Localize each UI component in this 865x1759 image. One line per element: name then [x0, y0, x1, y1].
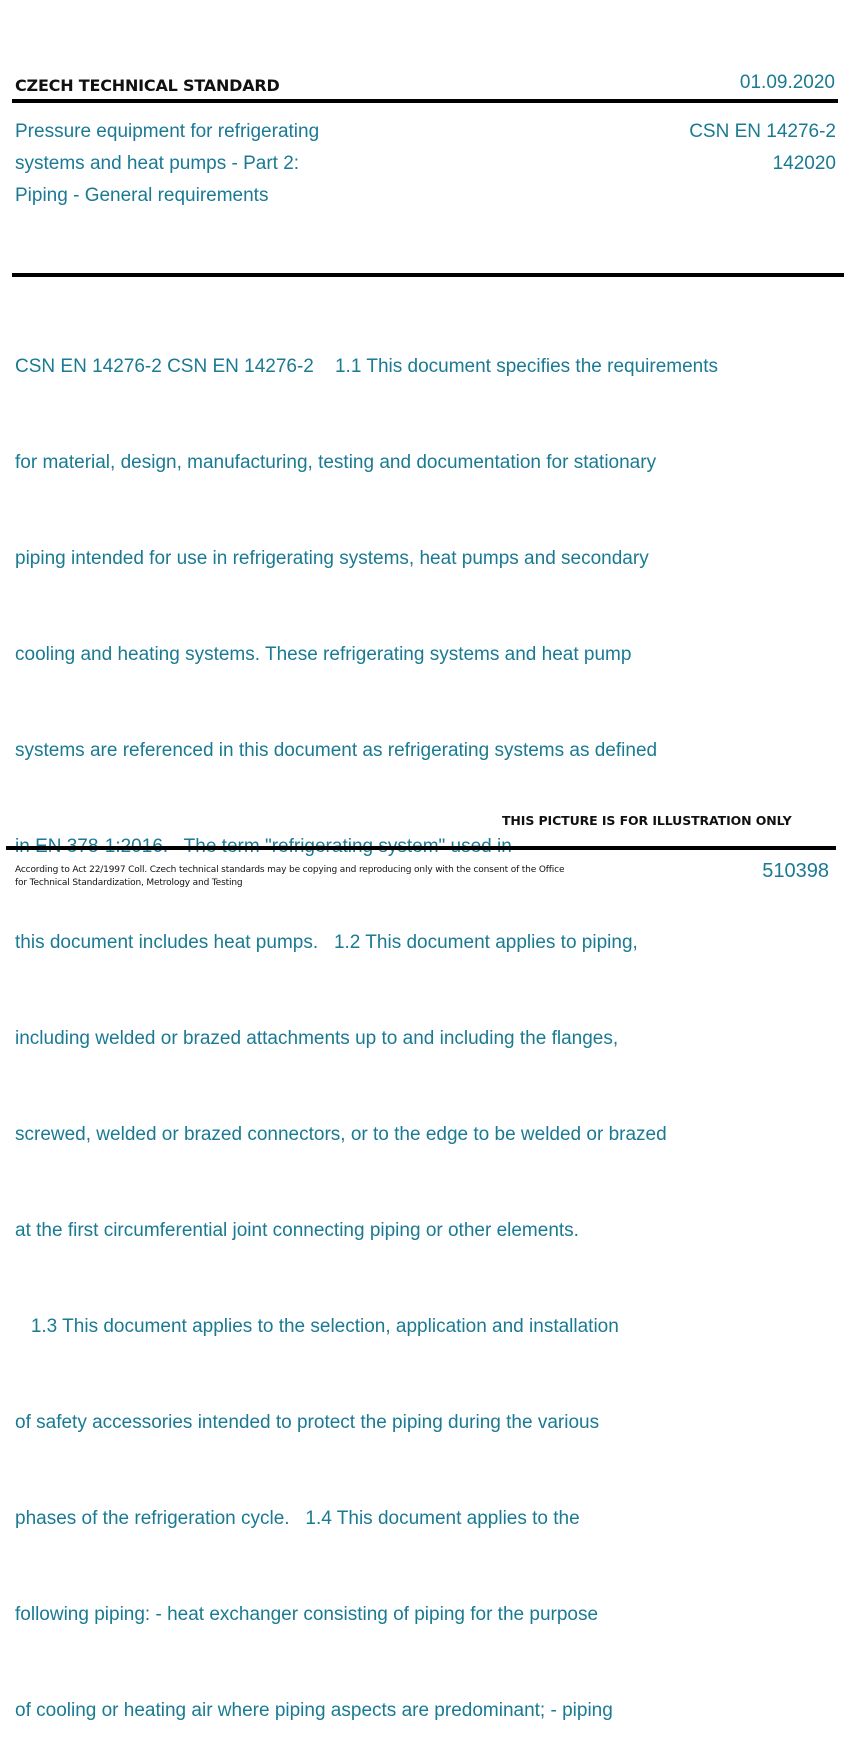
abstract-line: 1.3 This document applies to the selection, application and installation — [15, 1316, 619, 1337]
illustration-notice: THIS PICTURE IS FOR ILLUSTRATION ONLY — [502, 813, 792, 828]
abstract-line: this document includes heat pumps. 1.2 This document applies to piping, — [15, 932, 638, 953]
standard-identifiers — [689, 116, 836, 180]
class-number: 142020 — [772, 153, 836, 174]
standard-title — [15, 116, 319, 212]
standard-title-line: systems and heat pumps - Part 2: — [15, 153, 300, 174]
title-divider — [12, 273, 844, 277]
publication-date: 01.09.2020 — [739, 72, 835, 93]
abstract-line: screwed, welded or brazed connectors, or to the edge to be welded or brazed — [15, 1124, 667, 1145]
abstract-line: of cooling or heating air where piping aspects are predominant; - piping — [15, 1700, 613, 1721]
standard-title-line: Pressure equipment for refrigerating — [15, 121, 320, 142]
abstract-line: phases of the refrigeration cycle. 1.4 This document applies to the — [15, 1508, 580, 1529]
abstract-line: following piping: - heat exchanger consisting of piping for the purpose — [15, 1604, 599, 1625]
abstract-line: of safety accessories intended to protect the piping during the various — [15, 1412, 600, 1433]
copyright-notice — [15, 864, 564, 890]
header-divider — [12, 99, 838, 103]
abstract-text — [15, 287, 718, 1759]
standard-code: CSN EN 14276-2 — [689, 121, 836, 142]
abstract-line: piping intended for use in refrigerating systems, heat pumps and secondary — [15, 548, 649, 569]
standard-type-heading: CZECH TECHNICAL STANDARD — [15, 76, 280, 95]
abstract-line: systems are referenced in this document as refrigerating systems as defined — [15, 740, 658, 761]
abstract-line: at the first circumferential joint connecting piping or other elements. — [15, 1220, 579, 1241]
document-number: 510398 — [762, 860, 829, 882]
standard-title-line: Piping - General requirements — [15, 185, 269, 206]
abstract-line: for material, design, manufacturing, testing and documentation for stationary — [15, 452, 657, 473]
footer-divider — [6, 846, 836, 850]
copyright-line: for Technical Standardization, Metrology and Testing — [15, 878, 243, 888]
abstract-line: CSN EN 14276-2 CSN EN 14276-2 1.1 This document specifies the requirements — [15, 356, 718, 377]
abstract-line: cooling and heating systems. These refrigerating systems and heat pump — [15, 644, 632, 665]
copyright-line: According to Act 22/1997 Coll. Czech technical standards may be copying and reproducing only with the consent of the Office — [15, 865, 565, 875]
abstract-line: including welded or brazed attachments up to and including the flanges, — [15, 1028, 619, 1049]
